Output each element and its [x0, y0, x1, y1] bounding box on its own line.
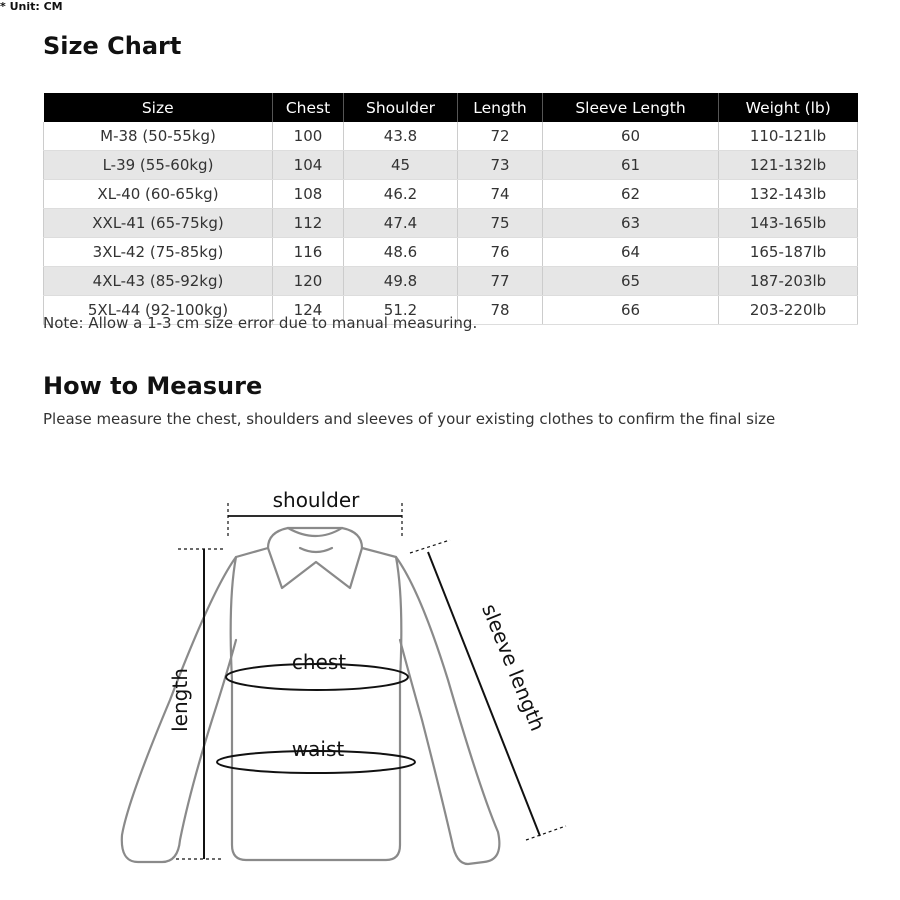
- table-cell: 5XL-44 (92-100kg): [44, 296, 273, 325]
- table-cell: 49.8: [344, 267, 458, 296]
- table-cell: 47.4: [344, 209, 458, 238]
- table-row: [44, 151, 858, 180]
- table-row: [44, 238, 858, 267]
- table-row: [44, 267, 858, 296]
- table-cell: 143-165lb: [719, 209, 858, 238]
- chest-label: chest: [291, 650, 347, 674]
- table-cell: 3XL-42 (75-85kg): [44, 238, 273, 267]
- column-header: Weight (lb): [719, 93, 858, 122]
- table-cell: 187-203lb: [719, 267, 858, 296]
- table-cell: 46.2: [344, 180, 458, 209]
- table-header-row: [44, 93, 858, 122]
- column-header: Sleeve Length: [543, 93, 719, 122]
- table-cell: 60: [543, 122, 719, 151]
- table-cell: 45: [344, 151, 458, 180]
- table-cell: 165-187lb: [719, 238, 858, 267]
- table-cell: 78: [458, 296, 543, 325]
- table-cell: 76: [458, 238, 543, 267]
- table-cell: 75: [458, 209, 543, 238]
- unit-label: * Unit: CM: [0, 0, 63, 13]
- table-cell: 203-220lb: [719, 296, 858, 325]
- column-header: Size: [44, 93, 273, 122]
- table-cell: 120: [273, 267, 344, 296]
- table-cell: 116: [273, 238, 344, 267]
- table-cell: 104: [273, 151, 344, 180]
- size-chart-title: Size Chart: [43, 32, 182, 60]
- table-cell: 121-132lb: [719, 151, 858, 180]
- table-cell: 4XL-43 (85-92kg): [44, 267, 273, 296]
- sleeve-measure-line: [410, 540, 566, 840]
- how-to-measure-subtitle: Please measure the chest, shoulders and sleeves of your existing clothes to confirm the final size: [43, 410, 776, 428]
- shirt-measure-diagram: [0, 470, 900, 900]
- table-cell: 48.6: [344, 238, 458, 267]
- length-label: length: [168, 668, 192, 732]
- table-cell: 72: [458, 122, 543, 151]
- column-header: Length: [458, 93, 543, 122]
- table-cell: 100: [273, 122, 344, 151]
- shoulder-label: shoulder: [272, 488, 360, 512]
- column-header: Chest: [273, 93, 344, 122]
- table-cell: 66: [543, 296, 719, 325]
- table-cell: 61: [543, 151, 719, 180]
- table-cell: 63: [543, 209, 719, 238]
- table-cell: 124: [273, 296, 344, 325]
- table-row: [44, 209, 858, 238]
- table-cell: XL-40 (60-65kg): [44, 180, 273, 209]
- table-cell: 132-143lb: [719, 180, 858, 209]
- table-cell: 65: [543, 267, 719, 296]
- table-cell: 64: [543, 238, 719, 267]
- size-table: [43, 93, 858, 325]
- table-cell: M-38 (50-55kg): [44, 122, 273, 151]
- table-cell: 77: [458, 267, 543, 296]
- table-cell: XXL-41 (65-75kg): [44, 209, 273, 238]
- measurement-note: Note: Allow a 1-3 cm size error due to manual measuring.: [43, 314, 478, 332]
- column-header: Shoulder: [344, 93, 458, 122]
- waist-label: waist: [291, 737, 345, 761]
- table-cell: L-39 (55-60kg): [44, 151, 273, 180]
- table-cell: 74: [458, 180, 543, 209]
- sleeve-length-label: sleeve length: [477, 600, 550, 735]
- table-cell: 51.2: [344, 296, 458, 325]
- table-cell: 112: [273, 209, 344, 238]
- table-cell: 73: [458, 151, 543, 180]
- table-row: [44, 180, 858, 209]
- how-to-measure-title: How to Measure: [43, 372, 263, 400]
- table-cell: 110-121lb: [719, 122, 858, 151]
- table-cell: 108: [273, 180, 344, 209]
- table-row: [44, 122, 858, 151]
- table-cell: 62: [543, 180, 719, 209]
- table-cell: 43.8: [344, 122, 458, 151]
